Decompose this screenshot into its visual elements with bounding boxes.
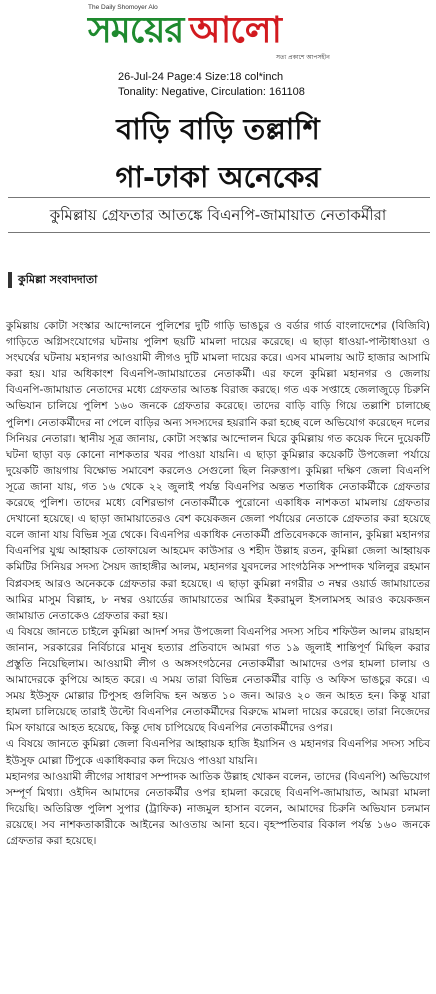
subheadline: কুমিল্লায় গ্রেফতার আতঙ্কে বিএনপি-জামায়াত নেতাকর্মীরা bbox=[49, 206, 387, 224]
divider-top bbox=[8, 197, 430, 198]
byline: কুমিল্লা সংবাদদাতা bbox=[18, 273, 98, 286]
masthead-slogan: সত্য প্রকাশে আপসহীন bbox=[276, 54, 330, 61]
logo-word-2: আলো bbox=[189, 9, 281, 51]
divider-bottom bbox=[8, 232, 430, 233]
article-paragraph-3: এ বিষয়ে জানতে কুমিল্লা জেলা বিএনপির আহ্বায়ক হাজি ইয়াসিন ও মহানগর বিএনপির সদস্য সচিব ইউসুফ মোল্লা টিপুকে একাধিকবার কল দিয়েও পাওয়া যায়নি। bbox=[6, 738, 430, 767]
clipping-meta-tonality: Tonality: Negative, Circulation: 161108 bbox=[118, 86, 305, 98]
headline-line-2: গা-ঢাকা অনেকের bbox=[115, 160, 321, 194]
article-body bbox=[6, 318, 430, 849]
headline-line-1: বাড়ি বাড়ি তল্লাশি bbox=[116, 112, 320, 146]
clipping-meta-date-page: 26-Jul-24 Page:4 Size:18 col*inch bbox=[118, 71, 284, 83]
newspaper-logo bbox=[88, 10, 281, 50]
article-paragraph-2: এ বিষয়ে জানতে চাইলে কুমিল্লা আদর্শ সদর উপজেলা বিএনপির সদস্য সচিব শফিউল আলম রায়হান জানান, সরকারের নির্বিচারে মানুষ হত্যার প্রতিবাদে আমরা গত ১৯ জুলাই শান্তিপূর্ণ মিছিল করার প্রস্তুতি নিয়েছিলাম। আওয়ামী লীগ ও অঙ্গসংগঠনের নেতাকর্মীরা আমাদের ওপর হামলা চালায় ও আমাদেরকে কুপিয়ে আহত করে। এ সময় তারা বিভিন্ন নেতাকর্মীর বাড়ি ও অফিস ভাঙচুর করে। এ সময় ইউসুফ মোল্লার টিপুসহ গুলিবিদ্ধ হন অন্তত ১০ জন। আরও ২০ জন আহত হন। কিন্তু যারা হামলা চালিয়েছে তারাই উল্টো বিএনপির নেতাকর্মীদের বিরুদ্ধে মামলা দায়ের করেছে। তারা নিজেদের মিস ফায়ারে আহত হয়েছে, কিন্তু দোষ চাপিয়েছে বিএনপির নেতাকর্মীদের ওপর। bbox=[6, 625, 430, 735]
masthead bbox=[0, 0, 436, 66]
article-paragraph-1: কুমিল্লায় কোটা সংস্কার আন্দোলনে পুলিশের দুটি গাড়ি ভাঙচুর ও বর্ডার গার্ড বাংলাদেশের (বিজিবি) গাড়িতে অগ্নিসংযোগের ঘটনায় পুলিশ ছয়টি মামলা দায়ের করেছে। এ ছাড়া ধাওয়া-পাল্টাধাওয়া ও সংঘর্ষের ঘটনায় মহানগর আওয়ামী লীগও দুটি মামলা দায়ের করে। এসব মামলায় আট হাজার আসামি করা হয়। যার অধিকাংশ বিএনপি-জামায়াতের নেতাকর্মী। এর ফলে কুমিল্লা মহানগর ও জেলায় বিএনপি-জামায়াত নেতাদের মধ্যে গ্রেফতার আতঙ্ক বিরাজ করছে। গত এক সপ্তাহে জেলাজুড়ে চিরুনি অভিযান চালিয়ে পুলিশ ১৬০ জনকে গ্রেফতার করেছে। তাদের বাড়ি বাড়ি গিয়ে তল্লাশি চালাচ্ছে পুলিশ। নেতাকর্মীদের না পেলে বাড়ির অন্য সদস্যদের হয়রানি করা হচ্ছে বলে অভিযোগ করেছেন দলের সিনিয়র নেতারা। স্থানীয় সূত্র জানায়, কোটা সংস্কার আন্দোলন ঘিরে কুমিল্লায় গত কয়েক দিনে দুয়েকটি ঘটনা ছাড়া বড় কোনো নাশকতার খবর পাওয়া যায়নি। এ ছাড়া কুমিল্লার কয়েকটি উপজেলা পর্যায়ে দুয়েকটি জায়গায় বিক্ষোভ সমাবেশ করলেও সেগুলো ছিল নিরুত্তাপ। কুমিল্লা দক্ষিণ জেলা বিএনপি সূত্রে জানা যায়, গত ১৬ থেকে ২২ জুলাই পর্যন্ত বিএনপির অন্তত শতাধিক নেতাকর্মীকে গ্রেফতার করেছে পুলিশ। তাদের মধ্যে বেশিরভাগ নেতাকর্মীকে পুরোনো একাধিক নাশকতা মামলায় গ্রেফতার দেখানো হয়েছে। এ ছাড়া জামায়াতেরও বেশ কয়েকজন জেলা পর্যায়ের নেতাকে গ্রেফতার করা হয়েছে বলে জানা যায় বিভিন্ন সূত্র থেকে। বিএনপির একাধিক নেতাকর্মী প্রতিবেদককে জানান, কুমিল্লা মহানগর বিএনপির যুগ্ম আহ্বায়ক তোফায়েল আহমেদ কাউসার ও শহীদ উল্লাহ রতন, কুমিল্লা জেলা আহ্বায়ক কমিটির সিনিয়র সদস্য সৈয়দ জাহাঙ্গীর আলম, মহানগর যুবদলের সাংগঠনিক সম্পাদক খলিলুর রহমান বিপ্লবসহ আরও অনেককে গ্রেফতার করা হয়েছে। এ ছাড়া কুমিল্লা নগরীর ৩ নম্বর ওয়ার্ড জামায়াতের আমির মাসুম বিল্লাহ, ৮ নম্বর ওয়ার্ডের জামায়াতের আমির ইকরামুল ইসলামসহ আরও কয়েকজন জামায়াত নেতাকেও গ্রেফতার করা হয়। bbox=[6, 320, 430, 622]
byline-marker bbox=[8, 272, 12, 288]
logo-word-1: সময়ের bbox=[88, 9, 184, 51]
masthead-tagline-top: The Daily Shomoyer Alo bbox=[88, 4, 158, 11]
article-paragraph-4: মহানগর আওয়ামী লীগের সাধারণ সম্পাদক আতিক উল্লাহ খোকন বলেন, তাদের (বিএনপি) অভিযোগ সম্পূর্ণ মিথ্যা। ওইদিন আমাদের নেতাকর্মীর ওপর হামলা করেছে বিএনপি-জামায়াত, আমরা মামলা দিয়েছি। অতিরিক্ত পুলিশ সুপার (ট্রাফিক) নাজমুল হাসান বলেন, আমাদের চিরুনি অভিযান চলমান রয়েছে। সব নাশকতাকারীকে আইনের আওতায় আনা হবে। বৃহস্পতিবার বিকাল পর্যন্ত ১৬০ জনকে গ্রেফতার করা হয়েছে। bbox=[6, 770, 430, 847]
